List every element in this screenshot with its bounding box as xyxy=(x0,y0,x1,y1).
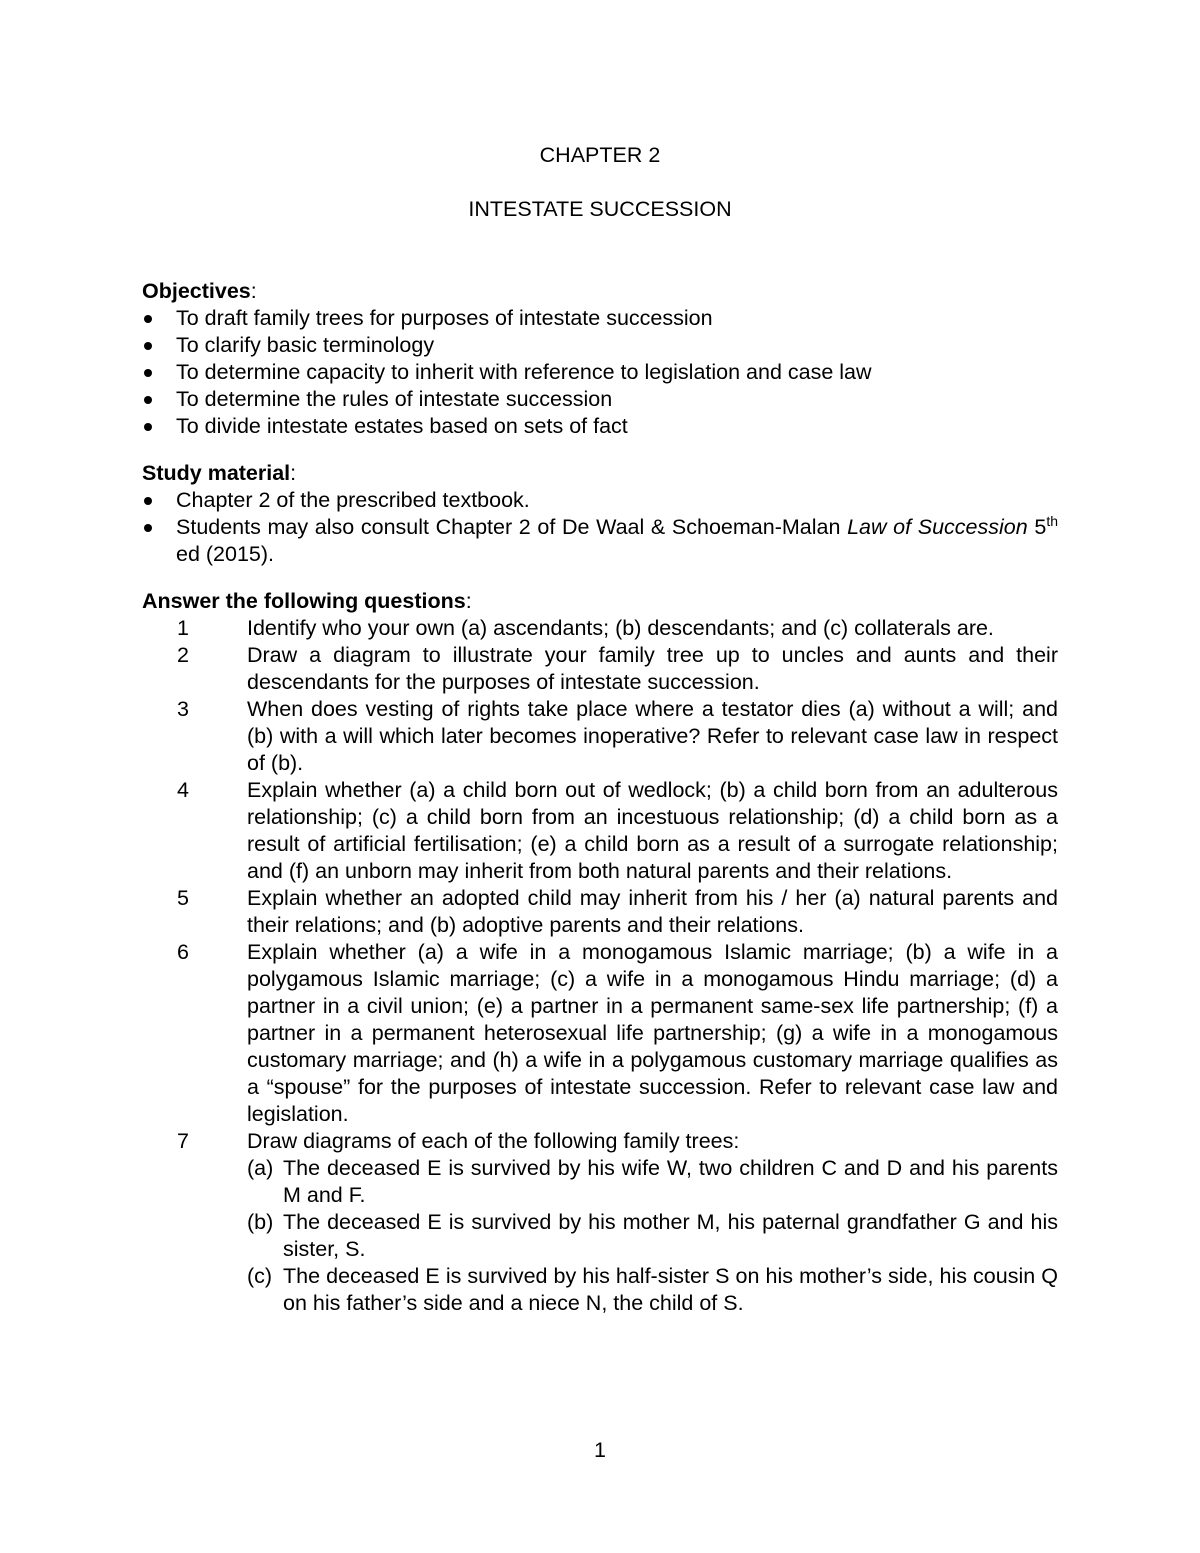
question-item: 1 Identify who your own (a) ascendants; (b) descendants; and (c) collaterals are. xyxy=(177,616,994,640)
list-item: Chapter 2 of the prescribed textbook. xyxy=(142,487,1058,514)
chapter-title: INTESTATE SUCCESSION xyxy=(468,197,732,221)
list-item: To determine capacity to inherit with reference to legislation and case law xyxy=(142,359,1058,386)
question-item: 4 Explain whether (a) a child born out of wedlock; (b) a child born from an adulterous relationship; (c) a child born from an incestuous relationship; (d) a child born as a result of artificial fertilisation; (e) a child born as a result of a surrogate relationship; and (f) an unborn may inherit from both natural parents and their relations. xyxy=(177,778,1058,883)
sub-question-list xyxy=(247,1155,1058,1317)
objectives-heading: Objectives: xyxy=(142,279,257,303)
sub-question-item: (a) The deceased E is survived by his wife W, two children C and D and his parents M and F. xyxy=(247,1156,1058,1207)
question-item: 7 Draw diagrams of each of the following family trees: (a) The deceased E is survived by his wife W, two children C and D and his parents M and F. (b) The deceased E is survived by his mother M, his paternal grandfather G and his sister, S. (c) The deceased E is survived by his half-sister S on his mother’s side, his cousin Q on his father’s side and a niece N, the child of S. xyxy=(177,1129,1058,1315)
questions-list xyxy=(142,615,1058,1317)
questions-heading: Answer the following questions: xyxy=(142,589,472,613)
question-item: 2 Draw a diagram to illustrate your family tree up to uncles and aunts and their descendants for the purposes of intestate succession. xyxy=(177,643,1058,694)
question-item: 5 Explain whether an adopted child may inherit from his / her (a) natural parents and their relations; and (b) adoptive parents and their relations. xyxy=(177,886,1058,937)
list-item: To draft family trees for purposes of intestate succession xyxy=(142,305,1058,332)
list-item: To divide intestate estates based on sets of fact xyxy=(142,413,1058,440)
page-number: 1 xyxy=(594,1438,606,1462)
study-material-list xyxy=(142,487,1058,568)
chapter-heading: CHAPTER 2 xyxy=(539,143,661,167)
list-item: To clarify basic terminology xyxy=(142,332,1058,359)
study-material-heading: Study material: xyxy=(142,461,297,485)
list-item: Students may also consult Chapter 2 of De Waal & Schoeman-Malan Law of Succession 5th ed (2015). xyxy=(142,514,1058,568)
document-body xyxy=(142,278,1058,1317)
question-item: 6 Explain whether (a) a wife in a monogamous Islamic marriage; (b) a wife in a polygamous Islamic marriage; (c) a wife in a monogamous Hindu marriage; (d) a partner in a civil union; (e) a partner in a permanent same-sex life partnership; (f) a partner in a permanent heterosexual life partnership; (g) a wife in a monogamous customary marriage; and (h) a wife in a polygamous customary marriage qualifies as a “spouse” for the purposes of intestate succession. Refer to relevant case law and legislation. xyxy=(177,940,1058,1126)
sub-question-item: (c) The deceased E is survived by his half-sister S on his mother’s side, his cousin Q on his father’s side and a niece N, the child of S. xyxy=(247,1264,1058,1315)
list-item: To determine the rules of intestate succession xyxy=(142,386,1058,413)
objectives-list xyxy=(142,305,1058,440)
sub-question-item: (b) The deceased E is survived by his mother M, his paternal grandfather G and his sister, S. xyxy=(247,1210,1058,1261)
question-item: 3 When does vesting of rights take place where a testator dies (a) without a will; and (b) with a will which later becomes inoperative? Refer to relevant case law in respect of (b). xyxy=(177,697,1058,775)
